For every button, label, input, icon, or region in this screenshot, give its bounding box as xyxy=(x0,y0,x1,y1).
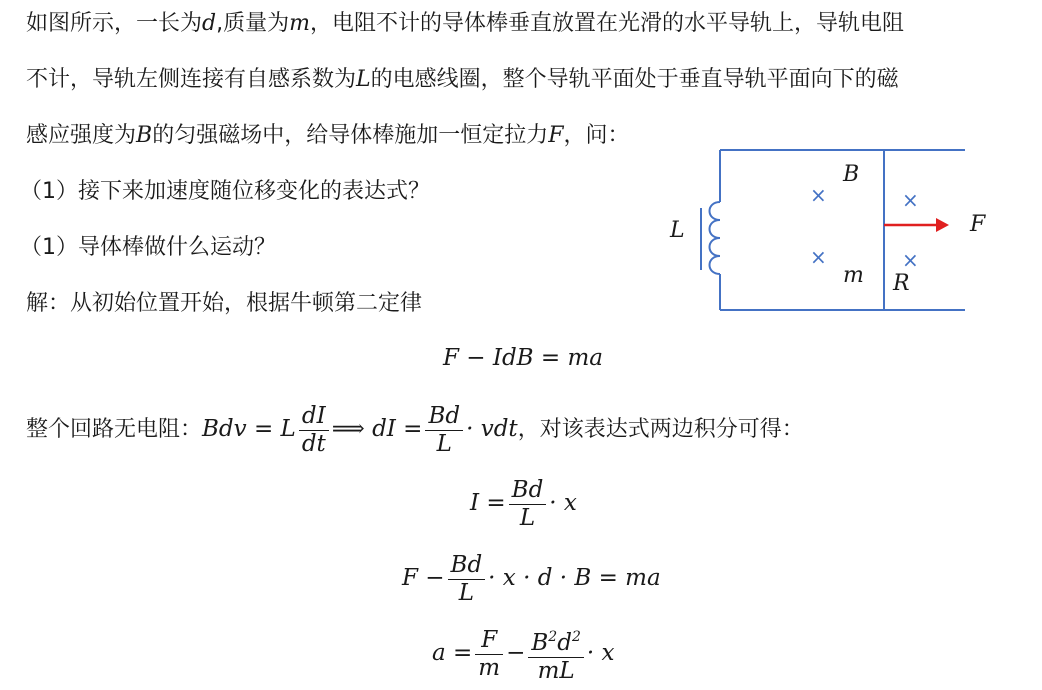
equation-4: F − $\frac{Bd}{L}$ · x · d · B = ma xyxy=(402,551,661,606)
problem-line-3: 感应强度为B的匀强磁场中，给导体棒施加一恒定拉力F，问： xyxy=(26,123,630,148)
fraction-Bd-L: $\frac{Bd}{L}$ xyxy=(448,552,486,607)
label-R: R xyxy=(893,271,910,296)
label-m: m xyxy=(843,263,864,288)
fraction-F-m: $\frac{F}{m}$ xyxy=(475,627,503,682)
fraction-dI-dt: $\frac{dI}{dt}$ xyxy=(299,403,329,458)
equation-1: F − IdB = ma xyxy=(443,345,603,371)
label-F: F xyxy=(970,212,986,237)
equation-5: a = $\frac{F}{m}$ − $\frac{B^2d^2}{mL}$ · x xyxy=(432,622,614,685)
equation-2: 整个回路无电阻：Bdv = L $\frac{dI}{dt}$ ⟹ dI = $\frac{Bd}{L}$ · vdt，对该表达式两边积分可得： xyxy=(26,402,804,457)
field-cross: × xyxy=(902,248,919,272)
field-cross: × xyxy=(810,183,827,207)
inductor-coil xyxy=(701,202,720,274)
fraction-Bd-L: $\frac{Bd}{L}$ xyxy=(509,477,547,532)
fraction-B2d2-mL: $\frac{B^2d^2}{mL}$ xyxy=(528,624,583,685)
problem-line-1: 如图所示，一长为d,质量为m，电阻不计的导体棒垂直放置在光滑的水平导轨上，导轨电阻 xyxy=(26,11,904,36)
equation-3: I = $\frac{Bd}{L}$ · x xyxy=(470,476,577,531)
question-1: （1）接下来加速度随位移变化的表达式？ xyxy=(20,179,430,204)
label-L: L xyxy=(670,218,685,243)
force-arrow xyxy=(884,218,949,232)
problem-line-2: 不计，导轨左侧连接有自感系数为L的电感线圈，整个导轨平面处于垂直导轨平面向下的磁 xyxy=(26,67,899,92)
solution-intro: 解：从初始位置开始，根据牛顿第二定律 xyxy=(26,291,423,316)
fraction-Bd-L: $\frac{Bd}{L}$ xyxy=(425,403,463,458)
circuit-diagram xyxy=(660,140,990,325)
label-B: B xyxy=(843,162,860,187)
field-cross: × xyxy=(810,245,827,269)
field-cross: × xyxy=(902,188,919,212)
question-2: （1）导体棒做什么运动？ xyxy=(20,235,276,260)
field-marks xyxy=(810,183,919,272)
